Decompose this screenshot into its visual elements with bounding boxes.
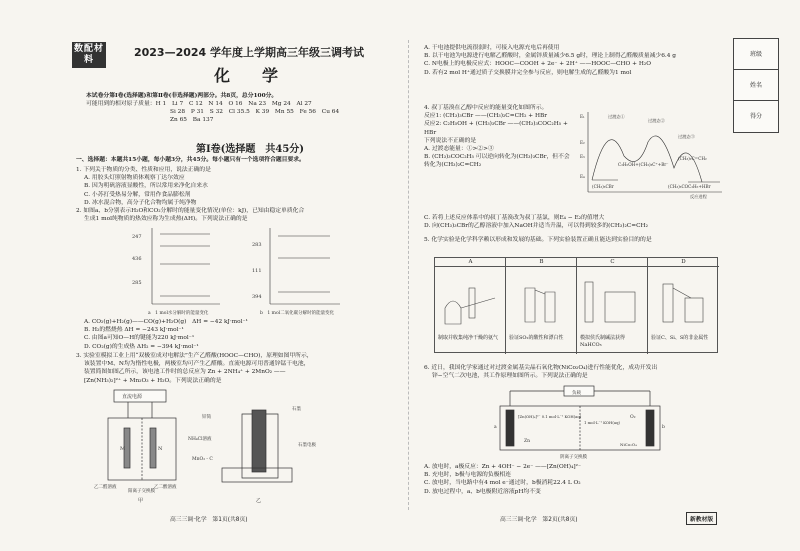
question-stem: 3. 实验室模拟工业上用“双极室成对电解法”生产乙醛酸(HOOC—CHO)，原理如图甲所示，	[76, 353, 313, 359]
table-caption: 验证C、Si、S的非金属性	[651, 335, 709, 341]
question-4	[424, 104, 574, 170]
question-2-options	[76, 318, 396, 351]
experiment-table	[434, 257, 718, 353]
electrode-label: b	[662, 425, 665, 430]
option: D. 放电过程中，a、b电极附近溶液pH均不变	[424, 488, 541, 495]
option: B. 充电时，b极与电源的负极相连	[424, 472, 512, 479]
load-label: 负载	[572, 391, 581, 396]
fig3-label: 石墨	[292, 407, 301, 412]
table-header-cell: C	[610, 259, 615, 265]
table-header-cell: B	[539, 259, 544, 265]
table-caption: 验证SO₂的酸性和漂白性	[509, 335, 564, 341]
option: B. 因为明矾溶液显酸性，所以常用来净化自来水	[84, 183, 208, 190]
question-6	[424, 364, 724, 380]
question-3	[76, 352, 396, 385]
fig2-value: 436	[132, 256, 142, 262]
transition-state-label: 过渡态②	[648, 118, 665, 123]
table-header-cell: D	[681, 259, 686, 265]
question-stem: 装置简图如图乙所示，该电池工作时的总反应为 Zn + 2NH₄⁺ + 2MnO₂ ——	[84, 369, 286, 376]
fig3-label: 乙二酸溶液	[154, 485, 177, 490]
class-field[interactable]: 班级	[734, 39, 778, 70]
note-line: Zn 65 Ba 137	[170, 117, 214, 123]
option: D. 若有2 mol H⁺通过质子交换膜并完全参与反应，则电解生成的乙醛酸为1 mol	[424, 69, 632, 76]
zinc-air-battery-figure	[490, 384, 670, 460]
axis-label: 反应进程	[690, 194, 707, 199]
fig2-value: 247	[132, 234, 142, 240]
option: A. CO₂(g)+H₂(g)——CO(g)+H₂O(g) ΔH = −42 kJ·mol⁻¹	[84, 319, 248, 325]
question-4-options	[424, 214, 724, 230]
note-line: 可能用到的相对原子质量：H 1 Li 7 C 12 N 14 O 16 Na 23 Mg 24 Al 27	[86, 101, 312, 107]
energy-level-label: E₄	[580, 174, 585, 179]
question-stem: 1. 下列关于物质的分类、性质和应用，说法正确的是	[76, 167, 211, 173]
table-caption: 模拟侯氏制碱法获得NaHCO₃	[580, 335, 626, 348]
page-divider	[408, 40, 409, 510]
energy-diagram-fig2	[130, 224, 370, 316]
fig2-caption-b: b 1 mol二氧化碳分解时的能量变化	[260, 311, 335, 316]
electrode-label: a	[494, 425, 497, 430]
footer-right: 高三三调·化学 第2页(共8页)	[500, 517, 578, 523]
option: A. 用胶头灯照射物质体观察丁达尔效应	[84, 175, 185, 182]
solution-label: 1 mol·L⁻¹ KOH(aq)	[584, 420, 620, 425]
question-5	[424, 236, 724, 244]
zn-label: Zn	[524, 439, 531, 444]
catalyst-label: NiCo₂O₄	[620, 442, 637, 447]
fig3-label: 阳离子交换膜	[128, 489, 155, 494]
membrane-label: 阴离子交换膜	[560, 455, 587, 460]
question-3-options	[424, 44, 724, 77]
apparatus-sketches	[435, 268, 719, 332]
option: C. N电极上的电极反应式：HOOC—COOH + 2e⁻ + 2H⁺ ——HOOC—CHO + H₂O	[424, 61, 651, 68]
o2-label: O₂	[630, 415, 636, 420]
species-label: C₂H₅OH+(CH₃)₃C⁺+Br⁻	[618, 162, 669, 167]
power-source-label: 直流电源	[122, 394, 143, 400]
score-field[interactable]: 得分	[749, 113, 762, 120]
option: D. 向(CH₃)₃CBr的乙醇溶液中加入NaOH并适当升温，可以得到较多的(CH₃)₂C=CH₂	[424, 223, 648, 230]
fig2-value: 394	[252, 294, 262, 300]
fig3-label: 石墨电极	[298, 443, 316, 448]
option: D. CO₂(g)的生成热 ΔH₂ = −394 kJ·mol⁻¹	[84, 343, 199, 350]
fig2-value: 285	[132, 280, 142, 286]
option: A. 过渡态能量：①>②>③	[424, 146, 494, 153]
fig3-jia: 甲	[138, 498, 144, 504]
energy-level-label: E₁	[580, 114, 585, 119]
question-2	[76, 207, 396, 223]
question-stem: 锌−空气二次电池，其工作原理如图所示。下列说法正确的是	[432, 373, 588, 380]
option: C. 若将上述反应体系中的叔丁基溴改为叔丁基氯，则E₄ − E₂的值增大	[424, 215, 605, 221]
fig3-label: NH₄Cl溶液	[188, 437, 212, 442]
species-label: (CH₃)₂C=CH₂	[678, 156, 707, 161]
energy-level-label: E₃	[580, 154, 585, 159]
option: B. 以干电池为电源进行电解乙醛酸时，金属锌质量减少6.5 g时，理论上制得乙醛酸质量减少6.4 g	[424, 53, 676, 60]
energy-level-label: E₂	[580, 140, 585, 145]
species-label: (CH₃)₃CBr	[592, 184, 614, 189]
question-stem: 5. 化学实验是化学科学赖以形成和发展的基础。下列实验装置正确且能达到实验目的的是	[424, 237, 652, 243]
question-stem: 该装置中M、N均为惰性电极，两极室均可产生乙醛酸。直流电源可用普通锌锰干电池，	[84, 361, 310, 368]
option: B. (CH₃)₃COC₂H₅ 可以逆向转化为(CH₃)₃CBr，但不会转化为(CH₃)₂C=CH₂	[424, 154, 570, 169]
fig3-yi: 乙	[256, 498, 262, 504]
transition-state-label: 过渡态③	[678, 134, 695, 139]
note-line: 本试卷分第Ⅰ卷(选择题)和第Ⅱ卷(非选择题)两部分。共8页，总分100分。	[86, 93, 278, 99]
reaction: 反应2: C₂H₅OH + (CH₃)₃CBr ——(CH₃)₃COC₂H₅ + HBr	[424, 121, 568, 136]
species-label: (CH₃)₃COC₂H₅+HBr	[668, 184, 711, 189]
option: A. 干电池提供电流很弱时，可接入电源充电后再使用	[424, 45, 560, 51]
fig2-value: 283	[252, 242, 262, 248]
name-field[interactable]: 姓名	[734, 70, 778, 101]
svg-text:N: N	[158, 446, 163, 452]
section-instruction: 一、选择题：本题共15小题，每小题3分，共45分。每小题只有一个选项符合题目要求。	[76, 157, 305, 163]
option: C. 小苏打受热易分解，常用作食品膨松剂	[84, 191, 191, 198]
question-stem: 下列说法不正确的是	[424, 137, 477, 144]
reaction: 反应1: (CH₃)₃CBr ——(CH₃)₂C=CH₂ + HBr	[424, 113, 548, 120]
fig3-label: 乙二醛溶液	[94, 485, 117, 490]
option: B. H₂的燃烧热 ΔH = −243 kJ·mol⁻¹	[84, 327, 184, 334]
publisher-logo: 数配材料	[72, 42, 106, 68]
option: C. 放电时，当电路中有4 mol e⁻通过时，b极消耗22.4 L O₂	[424, 480, 581, 487]
footer-left: 高三三调·化学 第1页(共8页)	[170, 517, 248, 523]
solution-label: [Zn(OH)₄]²⁻ 0.1 mol·L⁻¹ KOH(aq)	[518, 414, 582, 419]
option: C. 由图a可知O—H的键能为220 kJ·mol⁻¹	[84, 335, 195, 342]
exam-title: 2023—2024 学年度上学期高三年级三调考试	[133, 46, 365, 59]
svg-text:M: M	[120, 446, 126, 452]
edition-badge: 新教材版	[686, 512, 717, 525]
table-header-cell: A	[468, 259, 473, 265]
student-info-box	[733, 38, 779, 133]
table-caption: 制取并收集纯净干燥的氨气	[438, 335, 499, 341]
note-line: Si 28 P 31 S 32 Cl 35.5 K 39 Mn 55 Fe 56 Cu 64	[170, 109, 340, 115]
fig2-value: 111	[252, 268, 262, 274]
transition-state-label: 过渡态①	[608, 114, 625, 119]
option: A. 放电时，a极反应：Zn + 4OH⁻ − 2e⁻ ——[Zn(OH)₄]²⁻	[424, 464, 582, 470]
question-stem: 2. 如图a、b分别表示H₂O和CO₂分解时的能量变化情况(单位：kJ)，已知由稳定单质化合	[76, 208, 305, 214]
section-title: 第Ⅰ卷(选择题 共45分)	[195, 144, 305, 155]
option: D. 冰水混合物，高分子化合物均属于纯净物	[84, 199, 197, 206]
question-1	[76, 166, 396, 207]
electrolysis-figure	[92, 388, 392, 506]
subject-title: 化 学	[213, 66, 286, 85]
exam-notes	[86, 92, 386, 124]
question-stem: 4. 叔丁基溴在乙醇中反应的能量变化如图所示。	[424, 105, 548, 111]
question-6-options	[424, 463, 724, 496]
question-stem: 6. 近日，我国化学家通过对过渡金属基尖晶石氧化物(NiCo₂O₄)进行性能优化，成功开发出	[424, 365, 658, 371]
energy-profile-chart	[578, 108, 724, 200]
fig2-caption-a: a 1 mol水分解时的能量变化	[148, 311, 209, 316]
fig3-label: 锌筒	[202, 415, 211, 420]
question-stem: [Zn(NH₃)₂]²⁺ + Mn₂O₃ + H₂O。下列说法正确的是	[84, 377, 222, 384]
question-stem: 生成1 mol纯物质的热效应称为生成热(ΔH)。下列说法正确的是	[84, 216, 248, 223]
fig3-label: MnO₂ - C	[192, 457, 213, 462]
